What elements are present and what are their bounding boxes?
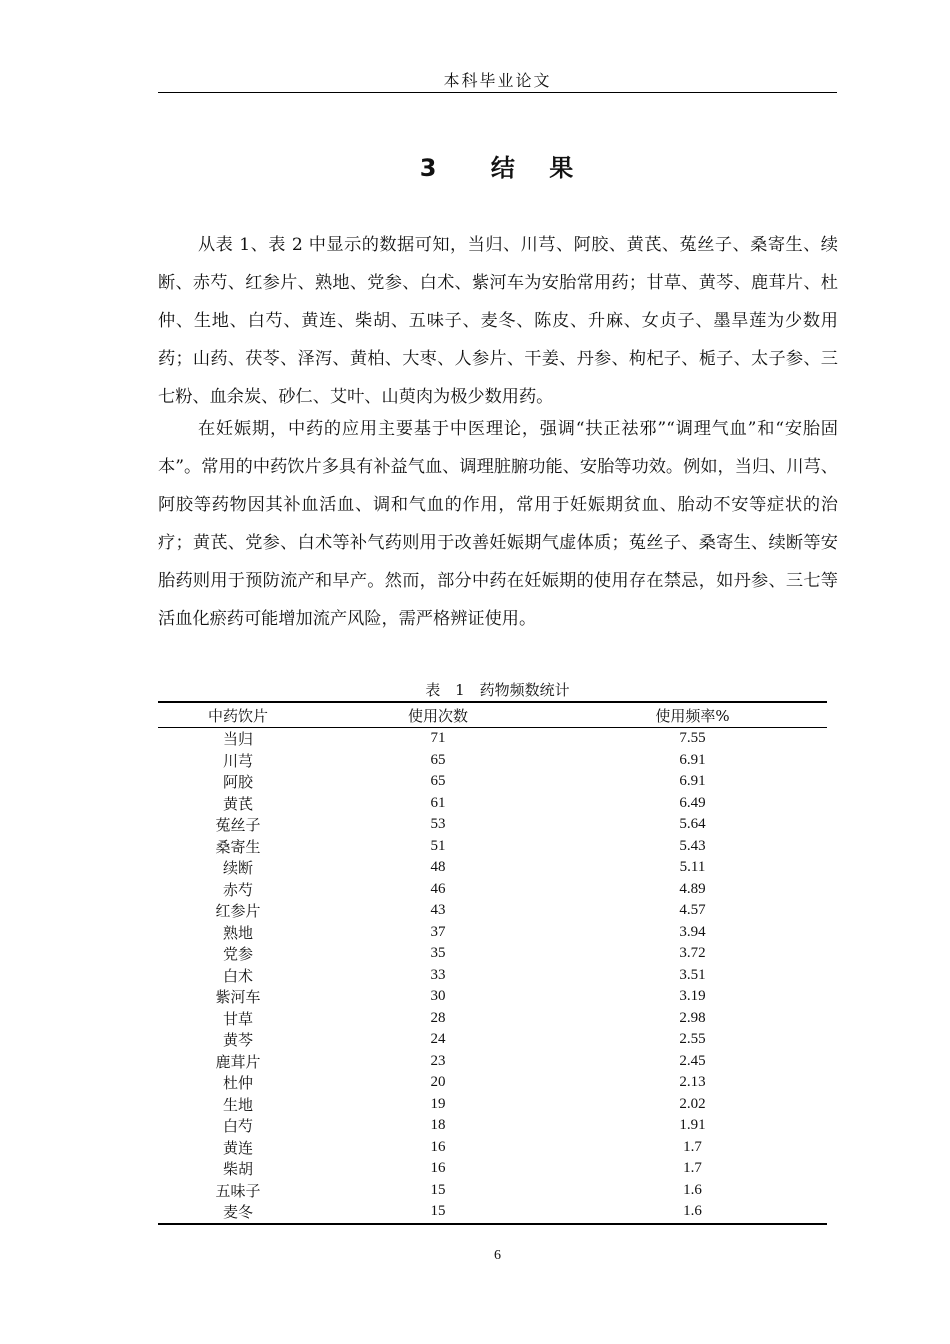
cell-frequency: 6.91 bbox=[679, 773, 706, 790]
table-header-row bbox=[158, 702, 827, 728]
column-header-herb: 中药饮片 bbox=[158, 702, 318, 728]
cell-frequency: 2.13 bbox=[679, 1074, 706, 1091]
table-row bbox=[158, 1008, 827, 1030]
cell-count: 18 bbox=[430, 1117, 446, 1134]
table-row bbox=[158, 1094, 827, 1116]
cell-frequency: 1.7 bbox=[683, 1160, 702, 1177]
body-paragraph: 在妊娠期，中药的应用主要基于中医理论，强调“扶正祛邪”“调理气血”和“安胎固本”。常用的中药饮片多具有补益气血、调理脏腑功能、安胎等功效。例如，当归、川芎、阿胶等药物因其补血活血、调和气血的作用，常用于妊娠期贫血、胎动不安等症状的治疗；黄芪、党参、白术等补气药则用于改善妊娠期气虚体质；菟丝子、桑寄生、续断等安胎药则用于预防流产和早产。然而，部分中药在妊娠期的使用存在禁忌，如丹参、三七等活血化瘀药可能增加流产风险，需严格辨证使用。 bbox=[158, 419, 838, 629]
table-row bbox=[158, 857, 827, 879]
cell-frequency: 3.72 bbox=[679, 945, 706, 962]
section-heading bbox=[158, 148, 837, 183]
section-title: 结 果 bbox=[490, 154, 576, 182]
cell-count: 15 bbox=[430, 1181, 446, 1198]
table-row bbox=[158, 836, 827, 858]
table-row bbox=[158, 750, 827, 772]
table-row bbox=[158, 900, 827, 922]
cell-herb: 五味子 bbox=[215, 1181, 261, 1200]
cell-frequency: 1.7 bbox=[683, 1138, 702, 1155]
cell-herb: 当归 bbox=[222, 730, 253, 749]
table-row bbox=[158, 965, 827, 987]
cell-frequency: 1.6 bbox=[558, 1201, 827, 1224]
cell-frequency: 2.45 bbox=[679, 1052, 706, 1069]
cell-count: 48 bbox=[430, 859, 446, 876]
cell-count: 37 bbox=[430, 923, 446, 940]
cell-herb: 阿胶 bbox=[222, 773, 253, 792]
cell-count: 16 bbox=[430, 1160, 446, 1177]
cell-herb: 黄芪 bbox=[222, 794, 253, 813]
cell-count: 16 bbox=[430, 1138, 446, 1155]
table-row bbox=[158, 1201, 827, 1224]
table-body bbox=[158, 728, 827, 1224]
cell-count: 61 bbox=[430, 794, 446, 811]
table-row bbox=[158, 922, 827, 944]
cell-herb: 紫河车 bbox=[215, 988, 261, 1007]
cell-frequency: 2.98 bbox=[679, 1009, 706, 1026]
cell-herb: 生地 bbox=[222, 1095, 253, 1114]
cell-herb: 熟地 bbox=[222, 923, 253, 942]
cell-frequency: 4.57 bbox=[679, 902, 706, 919]
cell-count: 65 bbox=[430, 751, 446, 768]
cell-herb: 菟丝子 bbox=[215, 816, 261, 835]
cell-count: 33 bbox=[430, 966, 446, 983]
cell-herb: 甘草 bbox=[222, 1009, 253, 1028]
cell-frequency: 3.94 bbox=[679, 923, 706, 940]
cell-count: 23 bbox=[430, 1052, 446, 1069]
cell-count: 20 bbox=[430, 1074, 446, 1091]
cell-frequency: 1.6 bbox=[683, 1181, 702, 1198]
cell-herb: 桑寄生 bbox=[215, 837, 261, 856]
table-row bbox=[158, 771, 827, 793]
cell-count: 53 bbox=[430, 816, 446, 833]
table-row bbox=[158, 943, 827, 965]
table-row bbox=[158, 1072, 827, 1094]
cell-count: 35 bbox=[430, 945, 446, 962]
cell-count: 46 bbox=[430, 880, 446, 897]
cell-count: 51 bbox=[430, 837, 446, 854]
cell-herb: 白术 bbox=[222, 966, 253, 985]
cell-frequency: 7.55 bbox=[679, 730, 706, 747]
table-row bbox=[158, 1029, 827, 1051]
cell-frequency: 4.89 bbox=[679, 880, 706, 897]
table-row bbox=[158, 1137, 827, 1159]
cell-frequency: 6.49 bbox=[679, 794, 706, 811]
cell-count: 28 bbox=[430, 1009, 446, 1026]
cell-herb: 川芎 bbox=[222, 751, 253, 770]
table-row bbox=[158, 793, 827, 815]
cell-herb: 赤芍 bbox=[222, 880, 253, 899]
cell-count: 24 bbox=[430, 1031, 446, 1048]
table-row bbox=[158, 814, 827, 836]
column-header-count: 使用次数 bbox=[318, 702, 558, 728]
cell-herb: 柴胡 bbox=[222, 1160, 253, 1179]
table-row bbox=[158, 1051, 827, 1073]
cell-frequency: 5.43 bbox=[679, 837, 706, 854]
cell-count: 65 bbox=[430, 773, 446, 790]
cell-herb: 党参 bbox=[222, 945, 253, 964]
table-caption: 表 1 药物频数统计 bbox=[425, 681, 570, 699]
cell-count: 19 bbox=[430, 1095, 446, 1112]
cell-frequency: 5.64 bbox=[679, 816, 706, 833]
cell-herb: 黄连 bbox=[222, 1138, 253, 1157]
cell-frequency: 3.51 bbox=[679, 966, 706, 983]
cell-count: 43 bbox=[430, 902, 446, 919]
cell-frequency: 2.02 bbox=[679, 1095, 706, 1112]
header-rule bbox=[158, 92, 837, 93]
cell-frequency: 3.19 bbox=[679, 988, 706, 1005]
cell-frequency: 2.55 bbox=[679, 1031, 706, 1048]
cell-count: 15 bbox=[318, 1201, 558, 1224]
cell-herb: 黄芩 bbox=[222, 1031, 253, 1050]
frequency-table bbox=[158, 701, 827, 1225]
cell-frequency: 1.91 bbox=[679, 1117, 706, 1134]
cell-herb: 鹿茸片 bbox=[215, 1052, 261, 1071]
table-row bbox=[158, 1115, 827, 1137]
table-row bbox=[158, 986, 827, 1008]
cell-frequency: 6.91 bbox=[679, 751, 706, 768]
page-number: 6 bbox=[494, 1248, 501, 1263]
body-paragraph: 从表 1、表 2 中显示的数据可知，当归、川芎、阿胶、黄芪、菟丝子、桑寄生、续断、赤芍、红参片、熟地、党参、白术、紫河车为安胎常用药；甘草、黄芩、鹿茸片、杜仲、生地、白芍、黄连、柴胡、五味子、麦冬、陈皮、升麻、女贞子、墨旱莲为少数用药；山药、茯苓、泽泻、黄柏、大枣、人参片、干姜、丹参、枸杞子、栀子、太子参、三七粉、血余炭、砂仁、艾叶、山萸肉为极少数用药。 bbox=[158, 235, 838, 407]
table-row bbox=[158, 879, 827, 901]
running-header: 本科毕业论文 bbox=[443, 71, 552, 90]
cell-count: 30 bbox=[430, 988, 446, 1005]
cell-herb: 杜仲 bbox=[222, 1074, 253, 1093]
cell-herb: 红参片 bbox=[215, 902, 261, 921]
cell-frequency: 5.11 bbox=[679, 859, 706, 876]
column-header-frequency: 使用频率% bbox=[558, 702, 827, 728]
section-number: 3 bbox=[419, 154, 439, 182]
cell-herb: 麦冬 bbox=[158, 1201, 318, 1224]
table-row bbox=[158, 728, 827, 750]
table-row bbox=[158, 1180, 827, 1202]
cell-herb: 白芍 bbox=[222, 1117, 253, 1136]
cell-herb: 续断 bbox=[222, 859, 253, 878]
cell-count: 71 bbox=[430, 730, 446, 747]
table-row bbox=[158, 1158, 827, 1180]
